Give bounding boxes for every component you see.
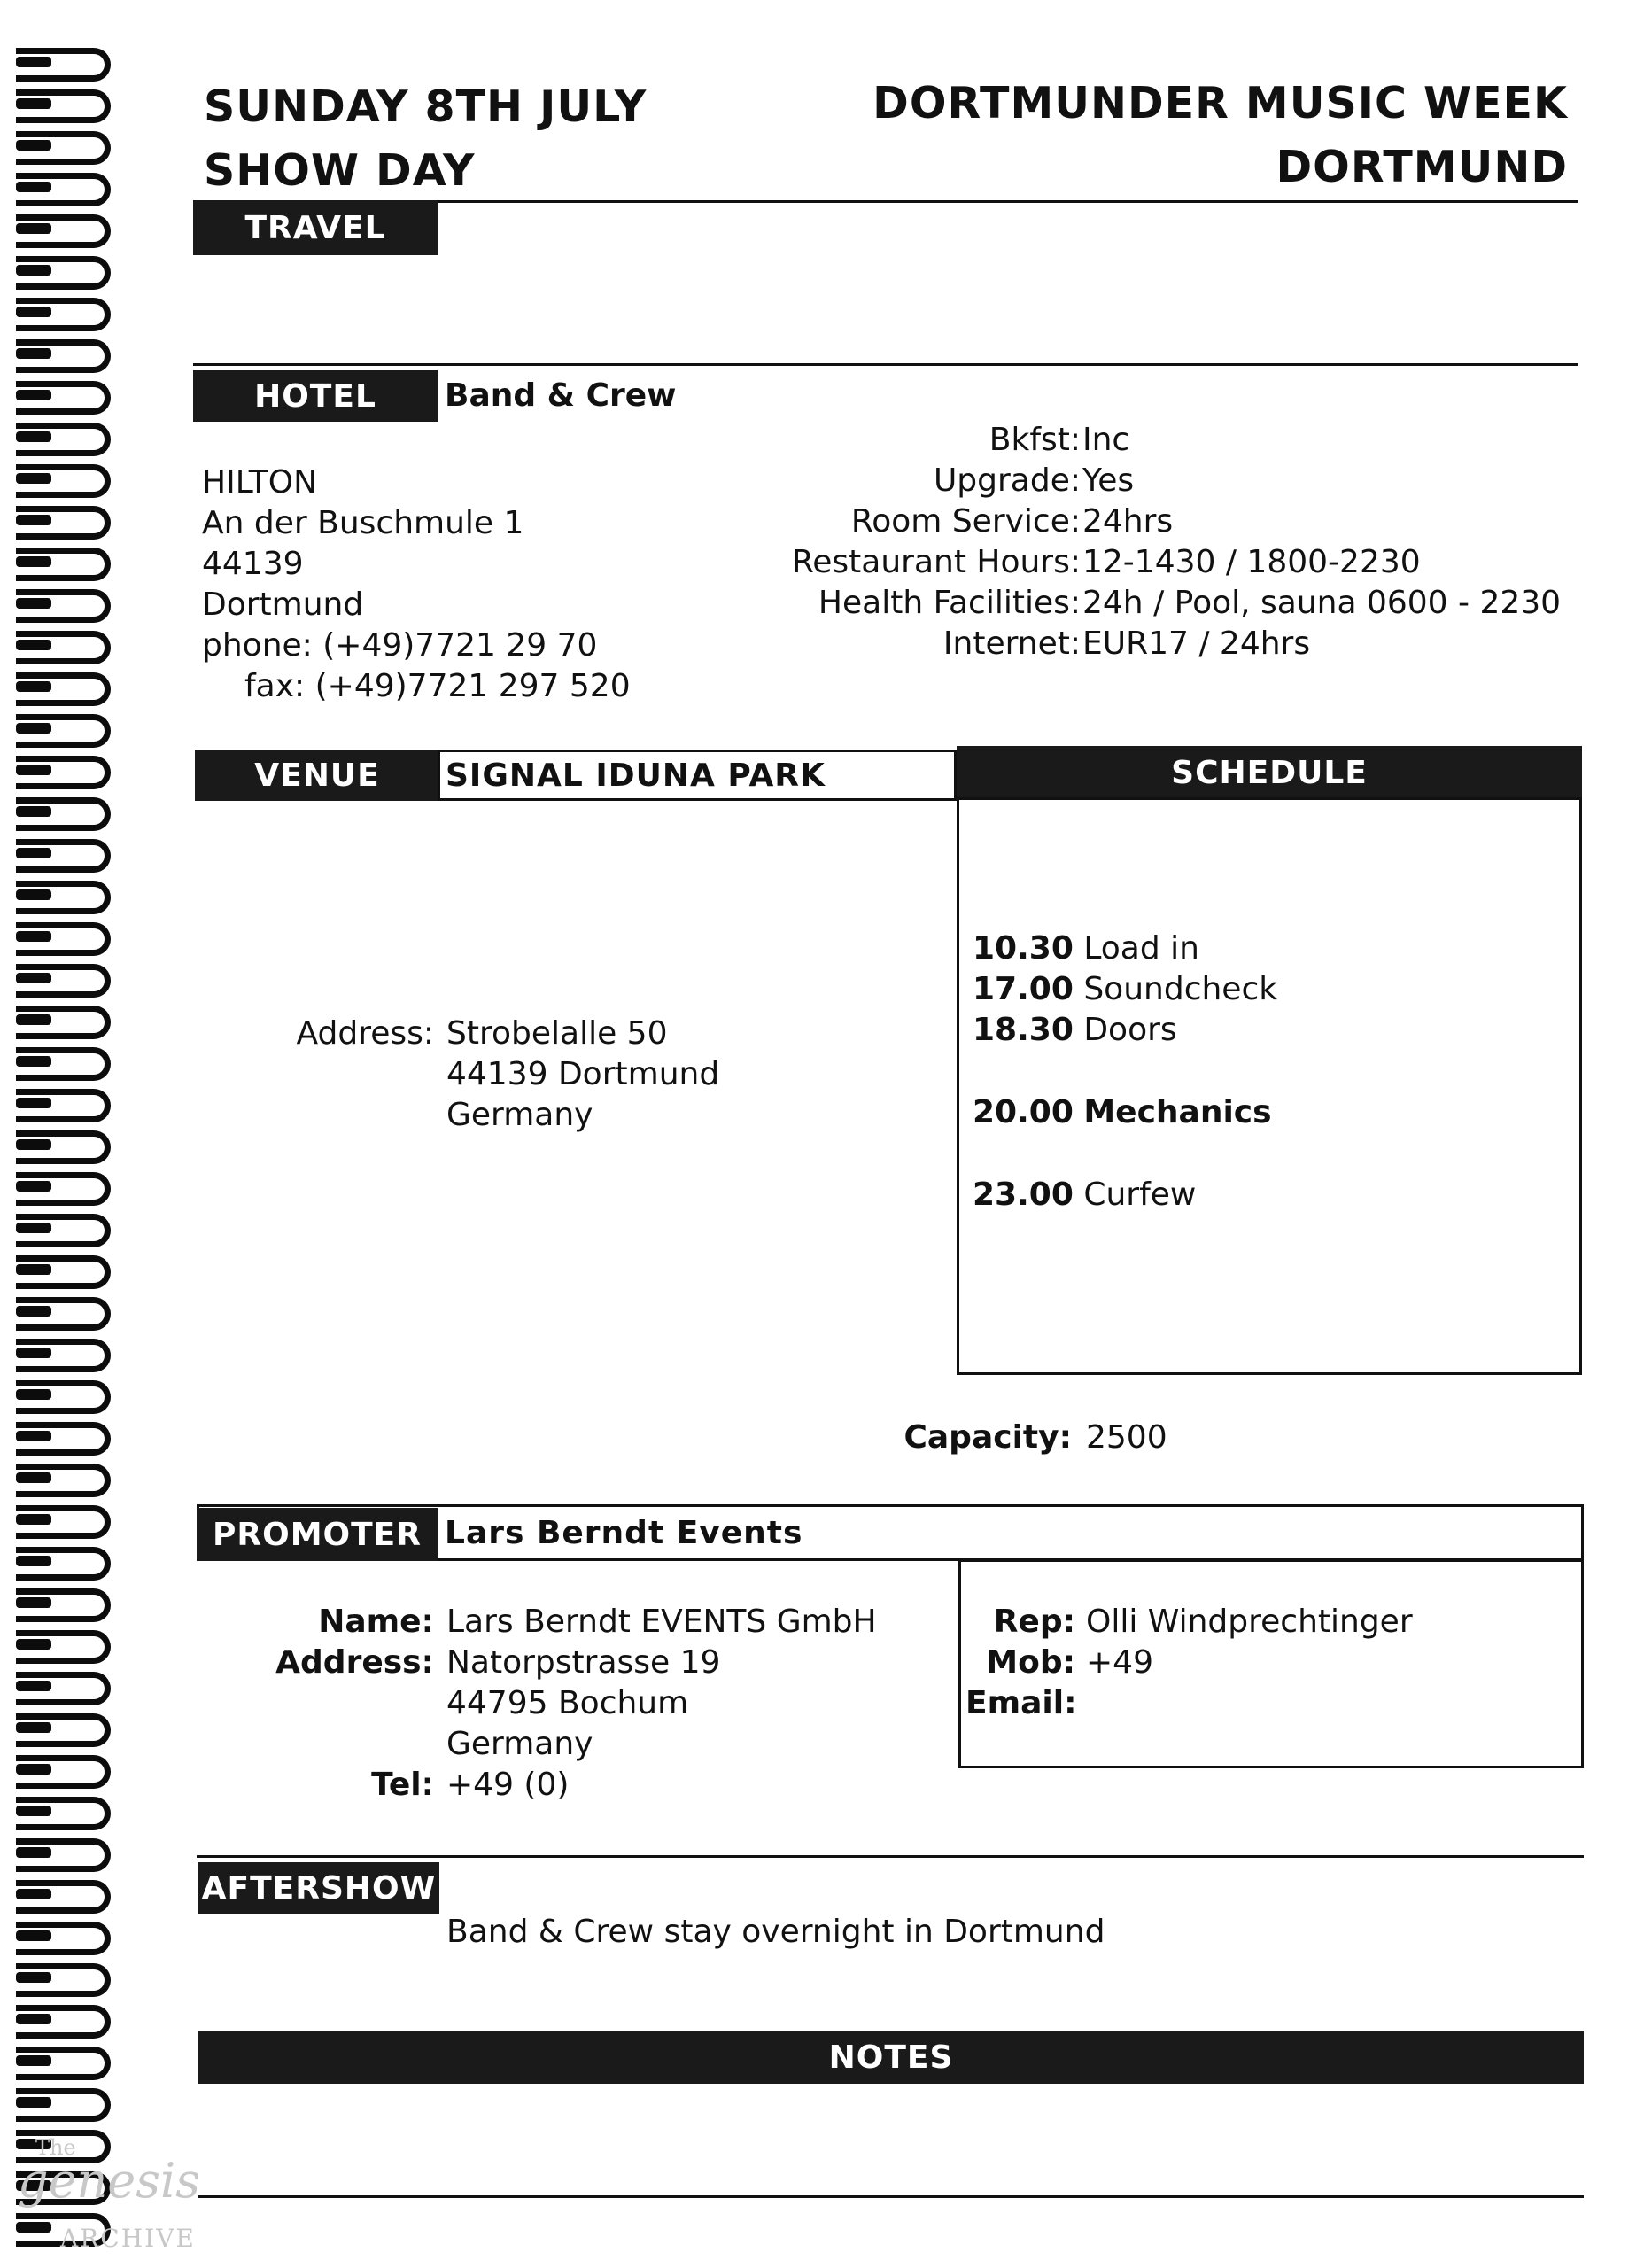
spiral-coil (16, 544, 112, 578)
venue-name: SIGNAL IDUNA PARK (438, 750, 957, 801)
archive-watermark-logo (18, 2135, 239, 2259)
hotel-address-line: An der Buschmule 1 (202, 505, 524, 541)
promoter-address-label: Address: (275, 1644, 434, 1681)
spiral-coil (16, 1668, 112, 1702)
mob-label: Mob: (986, 1644, 1075, 1681)
schedule-time: 20.00 (973, 1094, 1074, 1130)
hotel-detail-values (1082, 420, 1561, 664)
spiral-coil (16, 1793, 112, 1827)
promoter-labels (221, 1602, 434, 1806)
hotel-detail-key: Bkfst: (989, 422, 1081, 458)
event-title: DORTMUNDER MUSIC WEEK (872, 78, 1568, 128)
spiral-coil (16, 2001, 112, 2035)
notes-header: NOTES (198, 2031, 1584, 2084)
mob-value: +49 (1086, 1644, 1153, 1681)
spiral-coil (16, 502, 112, 536)
hotel-detail-key: Upgrade: (933, 462, 1081, 499)
spiral-coil (16, 419, 112, 453)
schedule-list (973, 928, 1277, 1216)
spiral-coil (16, 294, 112, 328)
hotel-detail-value: Yes (1082, 462, 1135, 499)
spiral-coil (16, 1543, 112, 1577)
schedule-time: 17.00 (973, 971, 1074, 1007)
schedule-event: Soundcheck (1083, 971, 1278, 1007)
spiral-coil (16, 794, 112, 827)
spiral-coil (16, 1252, 112, 1285)
rep-label: Rep: (993, 1604, 1075, 1640)
schedule-event: Load in (1083, 930, 1199, 967)
spiral-coil (16, 1335, 112, 1369)
spiral-coil (16, 128, 112, 161)
spiral-coil (16, 1169, 112, 1202)
spiral-coil (16, 1127, 112, 1161)
spiral-binding (0, 0, 124, 2268)
spiral-coil (16, 1502, 112, 1535)
schedule-event: Curfew (1083, 1177, 1197, 1213)
promoter-contact-values (1086, 1602, 1413, 1683)
spiral-coil (16, 919, 112, 952)
promoter-address-line: 44795 Bochum (446, 1685, 689, 1721)
hotel-detail-value: Inc (1082, 422, 1130, 458)
spiral-coil (16, 752, 112, 786)
hotel-address-line: 44139 (202, 546, 304, 582)
venue-address-line: Germany (446, 1097, 593, 1133)
schedule-time: 10.30 (973, 930, 1074, 967)
hotel-address-line: HILTON (202, 464, 318, 501)
spiral-coil (16, 1210, 112, 1244)
spiral-coil (16, 2043, 112, 2077)
spiral-coil (16, 336, 112, 369)
page-day-type: SHOW DAY (204, 145, 476, 196)
spiral-coil (16, 44, 112, 78)
hotel-fax: fax: (+49)7721 297 520 (244, 668, 631, 704)
travel-header: TRAVEL (193, 200, 438, 255)
event-city: DORTMUND (1276, 142, 1568, 192)
spiral-coil (16, 377, 112, 411)
promoter-name: Lars Berndt Events (445, 1514, 803, 1551)
watermark-line: ARCHIVE (60, 2224, 196, 2253)
promoter-company: Lars Berndt EVENTS GmbH (446, 1604, 877, 1640)
spiral-coil (16, 1044, 112, 1077)
spiral-coil (16, 2085, 112, 2118)
spiral-coil (16, 1835, 112, 1868)
schedule-time: 23.00 (973, 1177, 1074, 1213)
watermark-line: genesis (18, 2153, 200, 2209)
notes-rule (198, 2195, 1584, 2198)
spiral-coil (16, 1710, 112, 1744)
hotel-detail-key: Health Facilities: (818, 585, 1081, 621)
promoter-tel: +49 (0) (446, 1767, 570, 1803)
spiral-coil (16, 1293, 112, 1327)
spiral-coil (16, 86, 112, 120)
spiral-coil (16, 835, 112, 869)
hotel-detail-value: 24hrs (1082, 503, 1174, 540)
hotel-for: Band & Crew (445, 377, 677, 414)
spiral-coil (16, 586, 112, 619)
venue-address-line: 44139 Dortmund (446, 1056, 720, 1092)
schedule-item (973, 969, 1277, 1010)
spiral-coil (16, 1876, 112, 1910)
aftershow-header: AFTERSHOW (198, 1862, 439, 1914)
promoter-header: PROMOTER (197, 1508, 438, 1561)
spiral-coil (16, 1751, 112, 1785)
aftershow-rule (197, 1855, 1584, 1858)
spiral-coil (16, 960, 112, 994)
spiral-coil (16, 1002, 112, 1036)
capacity-label: Capacity: (903, 1419, 1072, 1456)
rep-value: Olli Windprechtinger (1086, 1604, 1413, 1640)
hotel-header: HOTEL (193, 370, 438, 422)
spiral-coil (16, 627, 112, 661)
promoter-address-line: Germany (446, 1726, 593, 1762)
hotel-phone: phone: (+49)7721 29 70 (202, 627, 598, 664)
schedule-item (973, 1010, 1277, 1051)
spiral-coil (16, 252, 112, 286)
hotel-detail-key: Restaurant Hours: (791, 544, 1081, 580)
promoter-address-line: Natorpstrasse 19 (446, 1644, 721, 1681)
hotel-detail-value: 24h / Pool, sauna 0600 - 2230 (1082, 585, 1562, 621)
page-date: SUNDAY 8TH JULY (204, 82, 648, 132)
capacity-value: 2500 (1086, 1419, 1167, 1456)
hotel-detail-keys (762, 420, 1081, 664)
spiral-coil (16, 169, 112, 203)
spiral-coil (16, 711, 112, 744)
spiral-coil (16, 1585, 112, 1619)
hotel-detail-value: 12-1430 / 1800-2230 (1082, 544, 1421, 580)
hotel-detail-key: Room Service: (850, 503, 1081, 540)
schedule-item (973, 1092, 1277, 1133)
spiral-coil (16, 1460, 112, 1494)
schedule-time: 18.30 (973, 1012, 1074, 1048)
spiral-coil (16, 1085, 112, 1119)
schedule-event: Mechanics (1083, 1094, 1272, 1130)
spiral-coil (16, 1377, 112, 1410)
spiral-coil (16, 1918, 112, 1952)
spiral-coil (16, 877, 112, 911)
promoter-tel-label: Tel: (371, 1767, 434, 1803)
spiral-coil (16, 1960, 112, 1993)
venue-header: VENUE (195, 750, 439, 801)
hotel-detail-key: Internet: (942, 625, 1081, 662)
spiral-coil (16, 669, 112, 703)
aftershow-text: Band & Crew stay overnight in Dortmund (446, 1914, 1105, 1950)
spiral-coil (16, 1418, 112, 1452)
schedule-event: Doors (1083, 1012, 1177, 1048)
schedule-item (973, 928, 1277, 969)
hotel-address (202, 462, 631, 707)
hotel-rule (193, 363, 1578, 366)
watermark-line: The (35, 2135, 76, 2160)
promoter-values (446, 1602, 877, 1806)
venue-address-line: Strobelalle 50 (446, 1015, 668, 1052)
email-label: Email: (965, 1685, 1077, 1721)
schedule-header: SCHEDULE (957, 746, 1582, 799)
spiral-coil (16, 461, 112, 494)
hotel-address-line: Dortmund (202, 586, 364, 623)
promoter-contact-labels (965, 1602, 1075, 1724)
venue-address (446, 1014, 719, 1136)
schedule-item (973, 1175, 1277, 1216)
promoter-name-label: Name: (318, 1604, 434, 1640)
spiral-coil (16, 1627, 112, 1660)
hotel-detail-value: EUR17 / 24hrs (1082, 625, 1311, 662)
venue-address-label: Address: (296, 1015, 434, 1052)
spiral-coil (16, 211, 112, 245)
